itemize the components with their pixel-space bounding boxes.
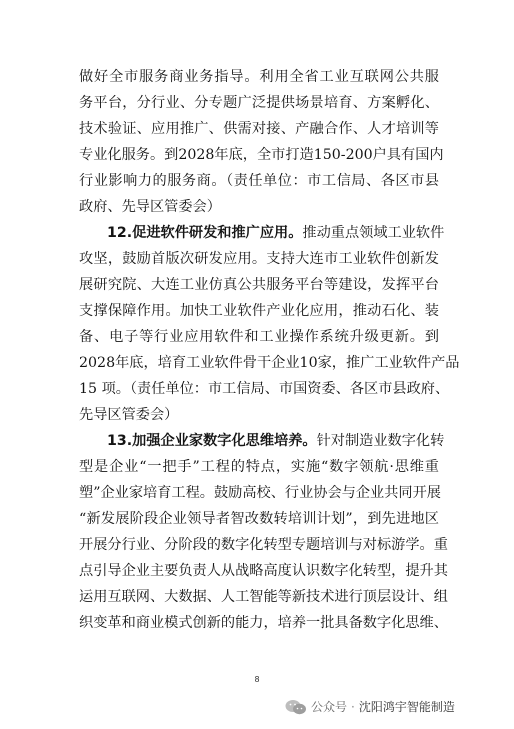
item-12-line: 2028年底，培育工业软件骨干企业10家，推广工业软件产品: [79, 355, 460, 371]
item-13-line: 运用互联网、大数据、人工智能等新技术进行顶层设计、组: [79, 589, 448, 605]
watermark-label: 公众号: [311, 700, 348, 714]
item-12-line: 先导区管委会）: [79, 407, 179, 423]
item-13-line: 织变革和商业模式创新的能力，培养一批具备数字化思维、: [79, 615, 448, 631]
item-13-line: 开展分行业、分阶段的数字化转型专题培训与对标游学。重: [79, 537, 448, 553]
paragraph-11-line: 行业影响力的服务商。（责任单位：市工信局、各区市县: [79, 173, 439, 189]
watermark: [285, 698, 455, 715]
item-12-line: 展研究院、大连工业仿真公共服务平台等建设，发挥平台: [79, 277, 439, 293]
paragraph-11-line: 务平台，分行业、分专题广泛提供场景培育、方案孵化、: [79, 95, 439, 111]
watermark-separator: ·: [351, 699, 355, 714]
item-12-first-line: [107, 224, 445, 242]
paragraph-11-line: 做好全市服务商业务指导。利用全省工业互联网公共服: [79, 69, 439, 85]
item-12-heading: 12.促进软件研发和推广应用。: [107, 225, 303, 241]
paragraph-11-line: 专业化服务。到2028年底，全市打造150-200户具有国内: [79, 147, 444, 163]
item-12-first-line-text: 推动重点领域工业软件: [302, 225, 445, 241]
page-number: 8: [254, 675, 260, 684]
item-13-line: 型是企业“一把手”工程的特点，实施“数字领航·思维重: [79, 459, 439, 475]
item-12-line: 支撑保障作用。加快工业软件产业化应用，推动石化、装: [79, 303, 439, 319]
watermark-account: 沈阳鸿宇智能制造: [358, 700, 455, 714]
item-12-line: 15 项。（责任单位：市工信局、市国资委、各区市县政府、: [79, 381, 450, 397]
item-13-line: 塑”企业家培育工程。鼓励高校、行业协会与企业共同开展: [79, 485, 441, 501]
item-12-line: 攻坚，鼓励首版次研发应用。支持大连市工业软件创新发: [79, 251, 439, 267]
item-13-line: “新发展阶段企业领导者智改数转培训计划”，到先进地区: [79, 511, 439, 527]
item-13-line: 点引导企业主要负责人从战略高度认识数字化转型，提升其: [79, 563, 448, 579]
item-13-first-line-text: 针对制造业数字化转: [316, 433, 445, 449]
paragraph-11-line: 技术验证、应用推广、供需对接、产融合作、人才培训等: [79, 121, 439, 137]
item-13-first-line: [107, 432, 445, 450]
paragraph-11-line: 政府、先导区管委会）: [79, 199, 221, 215]
item-13-heading: 13.加强企业家数字化思维培养。: [107, 433, 317, 449]
wechat-icon: [285, 699, 307, 715]
item-12-line: 备、电子等行业应用软件和工业操作系统升级更新。到: [79, 329, 439, 345]
